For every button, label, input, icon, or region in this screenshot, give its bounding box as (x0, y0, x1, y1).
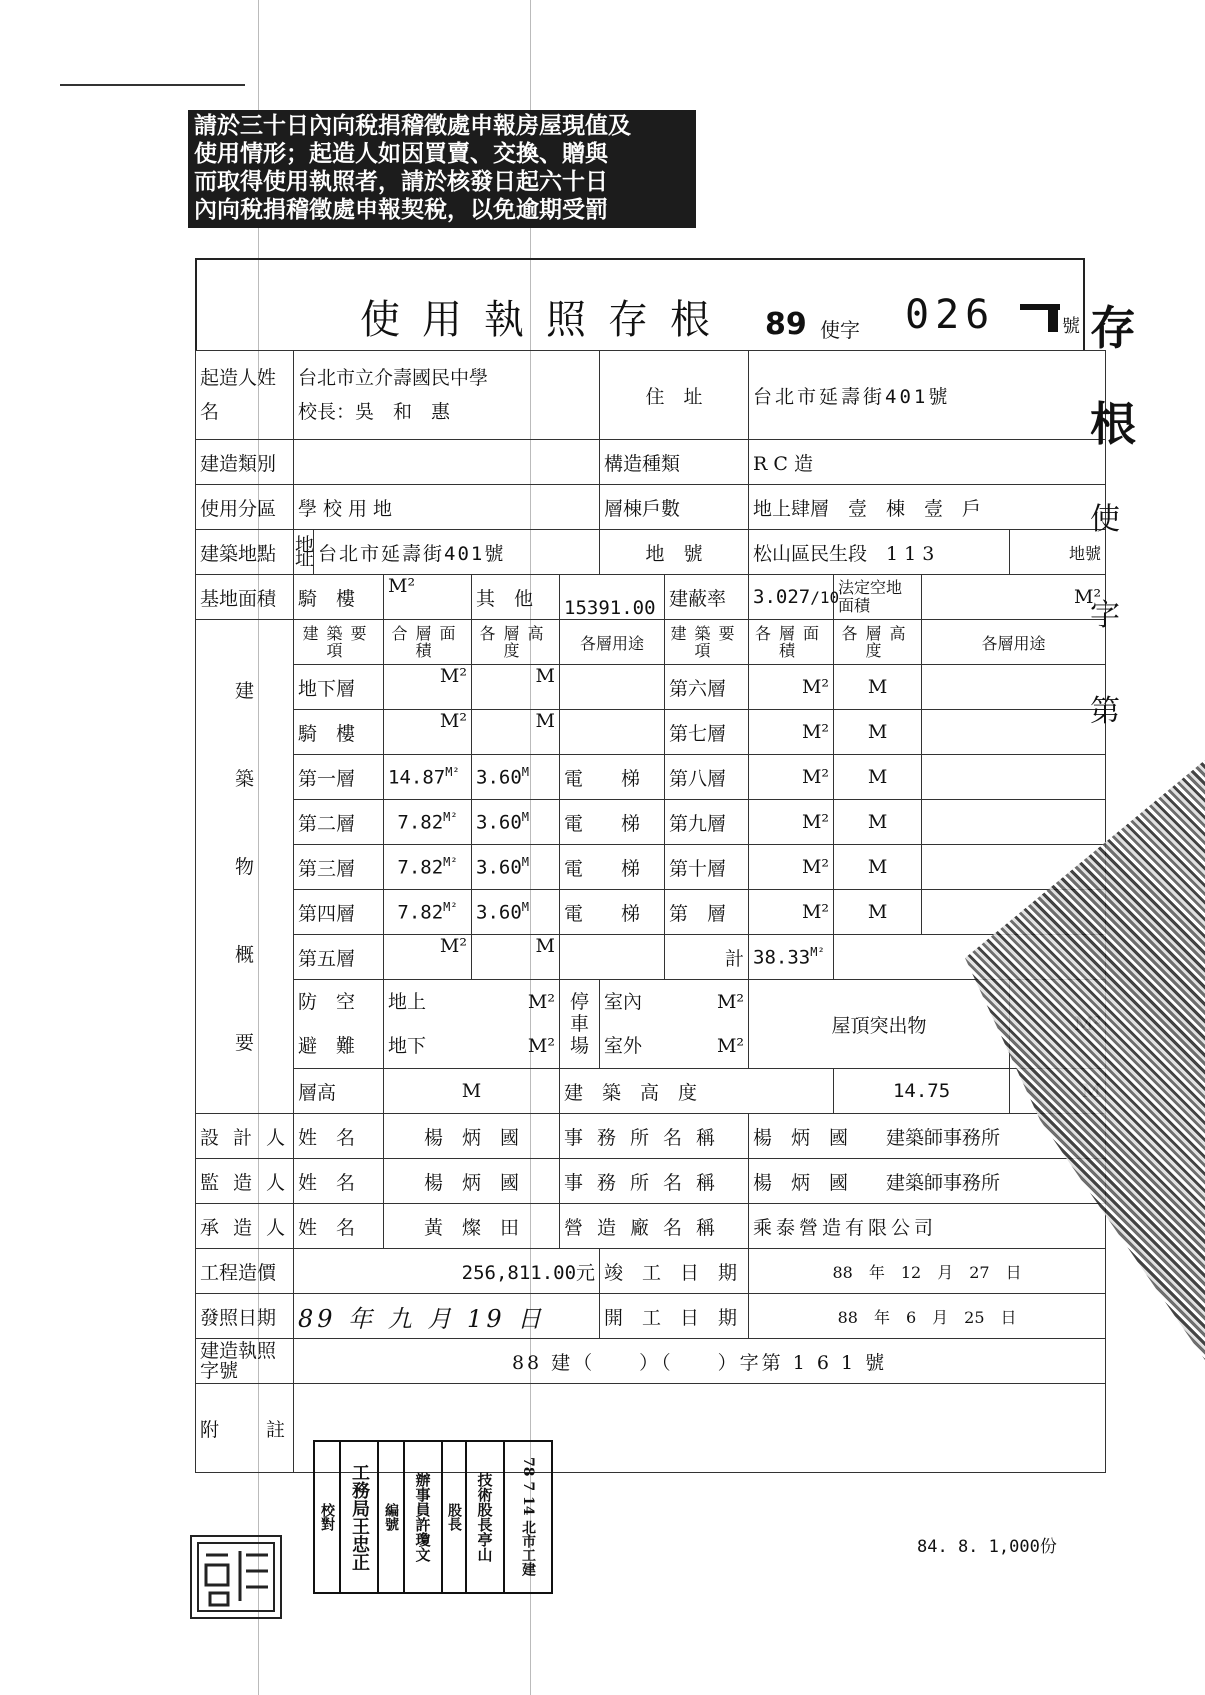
stamp-text: 工務局 (349, 1463, 370, 1517)
shelter-above-label: 地上 (388, 991, 427, 1013)
parking-indoor-label: 室內 (604, 991, 643, 1013)
parking-values (600, 980, 749, 1069)
completion-label: 竣 工 日 期 (600, 1249, 749, 1294)
parking-outdoor-label: 室外 (604, 1035, 643, 1057)
shelter-row (196, 980, 1106, 1069)
contractor-row (196, 1204, 1106, 1249)
total-label: 計 (665, 935, 749, 980)
floor-row (196, 845, 1106, 890)
start-label: 開 工 日 期 (600, 1294, 749, 1339)
coverage-den: /10 (810, 588, 840, 607)
floor-area-right: M² (749, 710, 834, 755)
col-item-2: 建築要項 (665, 620, 749, 665)
floor-area-right: M² (749, 845, 834, 890)
build-category-label: 建造類別 (196, 440, 294, 485)
tax-notice-stamp (188, 110, 696, 228)
chief-stamp (465, 1440, 505, 1594)
floor-height-value: 3.60 (476, 766, 522, 789)
floor-area (384, 800, 472, 845)
floor-item-right: 第十層 (665, 845, 749, 890)
firm-label: 營造廠名稱 (560, 1204, 749, 1249)
floor-area (384, 665, 472, 710)
scan-mark (60, 84, 245, 86)
notice-line: 內向稅捐稽徵處申報契稅，以免逾期受罰 (194, 197, 608, 223)
floor-item-right: 第七層 (665, 710, 749, 755)
open-space-unit: M² (922, 575, 1106, 620)
office-label: 事務所名稱 (560, 1114, 749, 1159)
cost-row (196, 1249, 1106, 1294)
unit: M (535, 935, 555, 957)
applicant-value (294, 351, 600, 440)
completion-value: 88 年 12 月 27 日 (749, 1249, 1106, 1294)
supervisor-office: 楊 炳 國 建築師事務所 (749, 1159, 1106, 1204)
floor-area-value: 7.82 (397, 901, 444, 924)
floor-use: 電 梯 (560, 890, 665, 935)
floor-item: 第五層 (294, 935, 384, 980)
bureau-stamp: 78 7 14 北市工建 (503, 1440, 553, 1594)
total-value: 38.33 (753, 946, 811, 969)
contractor-label: 承造人 (196, 1204, 294, 1249)
floor-use-right (922, 710, 1106, 755)
total-area (749, 935, 834, 980)
floor-area (384, 755, 472, 800)
supervisor-label: 監造人 (196, 1159, 294, 1204)
floor-item-right: 第六層 (665, 665, 749, 710)
stamp-text: 瓊文 (413, 1532, 432, 1562)
applicant-label: 起造人姓名 (196, 351, 294, 440)
other-value: 15391.00 (560, 575, 665, 620)
contractor-firm: 乘泰營造有限公司 (749, 1204, 1106, 1249)
license-type: 使字 (820, 318, 860, 342)
floor-area-right: M² (749, 890, 834, 935)
supervisor-row (196, 1159, 1106, 1204)
strip-char: 根 (1090, 397, 1136, 451)
unit: M² (716, 1035, 745, 1057)
floor-item: 地下層 (294, 665, 384, 710)
site-row (196, 530, 1106, 575)
adjacent-page-strip (1090, 280, 1152, 760)
applicant-principal: 校長：吳 和 惠 (298, 401, 451, 423)
floor-height-right: M (834, 710, 922, 755)
name-label: 姓 名 (294, 1159, 384, 1204)
license-year: 89 (765, 307, 807, 342)
notice-line: 請於三十日內向稅捐稽徵處申報房屋現值及 (194, 113, 631, 139)
col-height: 各層高度 (472, 620, 560, 665)
strip-char: 字 (1090, 598, 1120, 633)
unit: M² (439, 665, 467, 687)
base-area-label: 基地面積 (196, 575, 294, 620)
notice-line: 而取得使用執照者，請於核發日起六十日 (194, 169, 608, 195)
strip-char: 使 (1090, 502, 1120, 537)
floor-height (472, 710, 560, 755)
site-value: 台北市延壽街401號 (314, 530, 600, 575)
seal-icon (196, 1541, 276, 1613)
stamp-text: 王忠正 (349, 1517, 370, 1571)
stamp-text: 亭山 (475, 1532, 494, 1562)
section-head-label: 股長 (441, 1440, 467, 1594)
building-height-value: 14.75 (834, 1069, 1010, 1114)
col-item: 建築要項 (294, 620, 384, 665)
license-number: 026 (905, 292, 996, 338)
floor-row (196, 890, 1106, 935)
check-label: 校對 (313, 1440, 341, 1594)
floor-use-right (922, 800, 1106, 845)
floor-use (560, 710, 665, 755)
strip-char: 存 (1090, 301, 1136, 355)
shelter-values (384, 980, 560, 1069)
unit: M² (443, 855, 458, 870)
stamp-text: 技術股長 (475, 1472, 494, 1532)
shelter-label-1: 防 空 (298, 991, 356, 1013)
floor-area-right: M² (749, 665, 834, 710)
floor-height-right: M (834, 845, 922, 890)
permit-value: 88 建（ ）（ ）字第 1 6 1 號 (294, 1339, 1106, 1384)
floor-item-right: 第八層 (665, 755, 749, 800)
building-summary-label (196, 620, 294, 1114)
site-address-tag: 地址 (294, 530, 314, 575)
floor-height-right: M (834, 890, 922, 935)
unit: M² (443, 900, 458, 915)
unit: M² (527, 1035, 555, 1057)
seal-stamp (190, 1535, 282, 1619)
applicant-row (196, 351, 1106, 440)
issue-row (196, 1294, 1106, 1339)
floor-height (472, 800, 560, 845)
cost-value: 256,811.00元 (294, 1249, 600, 1294)
permit-label: 建造執照字號 (196, 1339, 294, 1384)
approval-stamps (313, 1440, 553, 1600)
floor-use: 電 梯 (560, 845, 665, 890)
permit-row (196, 1339, 1106, 1384)
floor-item: 第二層 (294, 800, 384, 845)
structure-label: 構造種類 (600, 440, 749, 485)
floors-label: 層棟戶數 (600, 485, 749, 530)
zoning-value: 學校用地 (294, 485, 600, 530)
site-label: 建築地點 (196, 530, 294, 575)
floor-item-right: 第九層 (665, 800, 749, 845)
zoning-row (196, 485, 1106, 530)
stamp-mark (1048, 304, 1058, 332)
issue-label: 發照日期 (196, 1294, 294, 1339)
height-row (196, 1069, 1106, 1114)
floor-height-right: M (834, 665, 922, 710)
section-char: 要 (234, 1031, 254, 1054)
floor-area (384, 890, 472, 935)
parking-outdoor (604, 1024, 744, 1068)
floor-height-value: 3.60 (476, 811, 522, 834)
section-char: 概 (234, 943, 254, 966)
floor-item: 第四層 (294, 890, 384, 935)
floor-item: 第一層 (294, 755, 384, 800)
issue-value: 89 年 九 月 19 日 (294, 1294, 600, 1339)
floor-row (196, 710, 1106, 755)
floor-area-value: 14.87 (388, 766, 446, 789)
coverage-label: 建蔽率 (665, 575, 749, 620)
shelter-label-2: 避 難 (298, 1035, 356, 1057)
unit: M² (527, 991, 555, 1013)
floor-area-right: M² (749, 800, 834, 845)
building-height-label: 建 築 高 度 (560, 1069, 834, 1114)
base-area-row (196, 575, 1106, 620)
unit: M (521, 765, 529, 780)
stamp-text: 辦事員許 (413, 1472, 432, 1532)
storey-height-label: 層高 (294, 1069, 384, 1114)
shelter-below-label: 地下 (388, 1035, 427, 1057)
applicant-school: 台北市立介壽國民中學 (298, 367, 489, 389)
shelter-below (388, 1024, 555, 1068)
form-title: 使用執照存根 (360, 297, 732, 343)
unit: M (521, 810, 529, 825)
floor-area-value: 7.82 (397, 811, 444, 834)
floor-height (472, 665, 560, 710)
storey-height-unit: M (384, 1069, 560, 1114)
col-area: 合層面積 (384, 620, 472, 665)
floor-area (384, 935, 472, 980)
name-label: 姓 名 (294, 1204, 384, 1249)
floor-height-value: 3.60 (476, 901, 522, 924)
open-space-label: 法定空地面積 (834, 575, 922, 620)
floor-row (196, 800, 1106, 845)
designer-office: 楊 炳 國 建築師事務所 (749, 1114, 1106, 1159)
floor-use: 電 梯 (560, 800, 665, 845)
address-label: 住 址 (600, 351, 749, 440)
floor-item: 騎 樓 (294, 710, 384, 755)
col-area-2: 各層面積 (749, 620, 834, 665)
license-suffix: 號 (1062, 316, 1080, 337)
designer-name: 楊 炳 國 (384, 1114, 560, 1159)
floor-height (472, 890, 560, 935)
lot-suffix: 地號 (1010, 530, 1106, 575)
floor-height-value: 3.60 (476, 856, 522, 879)
unit: M² (445, 765, 460, 780)
floor-row (196, 755, 1106, 800)
contractor-name: 黃 燦 田 (384, 1204, 560, 1249)
unit: M (535, 710, 555, 732)
floor-area (384, 710, 472, 755)
build-category-value (294, 440, 600, 485)
unit: M² (439, 710, 467, 732)
floors-value: 地上肆層 壹 棟 壹 戶 (749, 485, 1106, 530)
floor-use-right (922, 665, 1106, 710)
arcade-label: 騎 樓 (294, 575, 384, 620)
floor-use: 電 梯 (560, 755, 665, 800)
parking-indoor (604, 980, 744, 1024)
floor-height (472, 935, 560, 980)
shelter-label (294, 980, 384, 1069)
supervisor-name: 楊 炳 國 (384, 1159, 560, 1204)
unit: M (535, 665, 555, 687)
floor-item: 第三層 (294, 845, 384, 890)
unit: M² (439, 935, 467, 957)
unit: M (521, 900, 529, 915)
designer-label: 設計人 (196, 1114, 294, 1159)
col-height-2: 各層高度 (834, 620, 922, 665)
unit: M² (443, 810, 458, 825)
floor-height (472, 755, 560, 800)
col-use: 各層用途 (560, 620, 665, 665)
floor-height-right: M (834, 755, 922, 800)
floor-area-right: M² (749, 755, 834, 800)
unit: M² (810, 945, 825, 960)
col-use-2: 各層用途 (922, 620, 1106, 665)
floor-height-right: M (834, 800, 922, 845)
print-code: 84. 8. 1,000份 (917, 1537, 1057, 1557)
floor-height (472, 845, 560, 890)
designer-row (196, 1114, 1106, 1159)
strip-char: 第 (1090, 694, 1120, 729)
floor-use-right (922, 755, 1106, 800)
office-label: 事務所名稱 (560, 1159, 749, 1204)
roof-label: 屋頂突出物 (749, 980, 1010, 1069)
clerk-stamp (403, 1440, 443, 1594)
floor-row (196, 665, 1106, 710)
other-label: 其 他 (472, 575, 560, 620)
zoning-label: 使用分區 (196, 485, 294, 530)
official-stamp (339, 1440, 379, 1594)
section-char: 築 (234, 767, 254, 790)
coverage-value (749, 575, 840, 620)
name-label: 姓 名 (294, 1114, 384, 1159)
section-char: 建 (234, 679, 254, 702)
lot-label: 地 號 (600, 530, 749, 575)
arcade-unit: M² (384, 575, 472, 620)
remark-label: 附 註 (196, 1384, 294, 1473)
category-row (196, 440, 1106, 485)
column-header-row (196, 620, 1106, 665)
coverage-num: 3.027 (753, 586, 811, 608)
address-value: 台北市延壽街401號 (749, 351, 1106, 440)
cost-label: 工程造價 (196, 1249, 294, 1294)
section-char: 物 (234, 855, 254, 878)
usage-license-form (195, 350, 1106, 1473)
unit: M² (716, 991, 745, 1013)
lot-value: 松山區民生段 1 1 3 (749, 530, 1010, 575)
floor-use (560, 665, 665, 710)
floor-item-right: 第 層 (665, 890, 749, 935)
notice-line: 使用情形；起造人如因買賣、交換、贈與 (194, 141, 608, 167)
floor-use (560, 935, 665, 980)
floor-area (384, 845, 472, 890)
structure-value: R C 造 (749, 440, 1106, 485)
parking-label: 停車場 (560, 980, 600, 1069)
shelter-above (388, 980, 555, 1024)
start-value: 88 年 6 月 25 日 (749, 1294, 1106, 1339)
unit: M (521, 855, 529, 870)
edit-label: 編號 (377, 1440, 405, 1594)
floor-area-value: 7.82 (397, 856, 444, 879)
